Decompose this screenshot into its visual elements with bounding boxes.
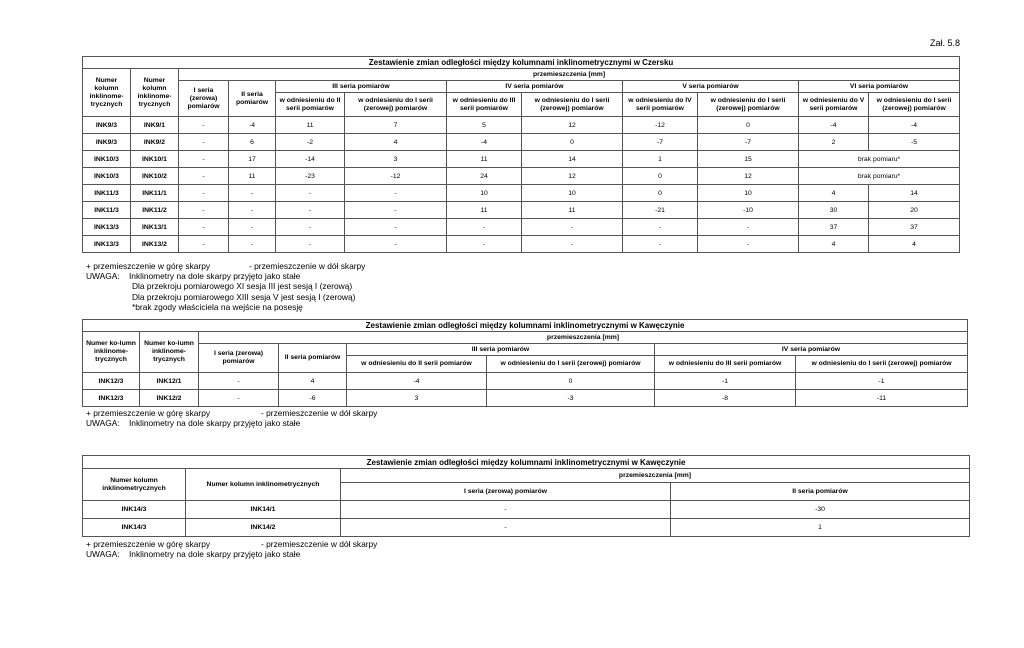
- value-cell: -6: [279, 390, 347, 407]
- subheader: w odniesieniu do I serii (zerowej) pomiarów: [698, 93, 799, 117]
- value-cell: 4: [345, 134, 447, 151]
- value-cell: brak pomiaru*: [799, 168, 960, 185]
- value-cell: -2: [276, 134, 345, 151]
- note-minus: - przemieszczenie w dół skarpy: [249, 261, 366, 271]
- value-cell: 11: [229, 168, 276, 185]
- column-id-cell: INK12/3: [83, 373, 140, 390]
- value-cell: -: [341, 519, 671, 537]
- value-cell: -: [623, 236, 698, 253]
- column-header-numer: Numer ko-lumn inklinome-trycznych: [83, 332, 140, 373]
- value-cell: -: [276, 219, 345, 236]
- column-id-cell: INK10/3: [83, 168, 131, 185]
- value-cell: 4: [869, 236, 960, 253]
- subheader: w odniesieniu do I serii (zerowej) pomiarów: [345, 93, 447, 117]
- column-header-numer: Numer ko-lumn inklinome-trycznych: [140, 332, 199, 373]
- subheader: w odniesieniu do I serii (zerowej) pomiarów: [487, 356, 655, 373]
- uwaga-text: Inklinometry na dole skarpy przyjęto jako stałe: [128, 271, 301, 282]
- value-cell: -4: [869, 117, 960, 134]
- column-id-cell: INK10/1: [131, 151, 179, 168]
- uwaga-label: UWAGA:: [86, 549, 120, 560]
- value-cell: 15: [698, 151, 799, 168]
- value-cell: -: [179, 219, 229, 236]
- value-cell: -7: [623, 134, 698, 151]
- value-cell: 6: [229, 134, 276, 151]
- value-cell: -: [276, 185, 345, 202]
- value-cell: -4: [347, 373, 487, 390]
- value-cell: 30: [799, 202, 869, 219]
- value-cell: -: [345, 202, 447, 219]
- table-row: [83, 236, 960, 253]
- value-cell: -14: [276, 151, 345, 168]
- notes-kaweczyn-2: [86, 539, 377, 559]
- value-cell: -23: [276, 168, 345, 185]
- value-cell: brak pomiaru*: [799, 151, 960, 168]
- column-header-numer: Numer kolumn inklinome-trycznych: [83, 69, 131, 117]
- value-cell: 4: [799, 236, 869, 253]
- value-cell: 0: [623, 168, 698, 185]
- seria-1-header: I seria (zerowa) pomiarów: [341, 483, 671, 501]
- subheader: w odniesieniu do V serii pomiarów: [799, 93, 869, 117]
- column-id-cell: INK14/1: [186, 501, 341, 519]
- column-id-cell: INK10/2: [131, 168, 179, 185]
- uwaga-text: Inklinometry na dole skarpy przyjęto jako stałe: [128, 549, 301, 560]
- note-plus: + przemieszczenie w górę skarpy: [86, 539, 211, 549]
- value-cell: 17: [229, 151, 276, 168]
- seria-4-header: IV seria pomiarów: [655, 344, 968, 356]
- value-cell: -1: [796, 373, 968, 390]
- note-plus: + przemieszczenie w górę skarpy: [86, 408, 211, 418]
- seria-6-header: VI seria pomiarów: [799, 81, 960, 93]
- value-cell: -10: [698, 202, 799, 219]
- column-id-cell: INK12/3: [83, 390, 140, 407]
- value-cell: -12: [345, 168, 447, 185]
- value-cell: -: [623, 219, 698, 236]
- value-cell: -21: [623, 202, 698, 219]
- value-cell: 1: [671, 519, 970, 537]
- value-cell: -30: [671, 501, 970, 519]
- value-cell: -4: [447, 134, 522, 151]
- column-header-numer: Numer kolumn inklinometrycznych: [83, 469, 186, 501]
- value-cell: -: [698, 219, 799, 236]
- value-cell: -: [522, 236, 623, 253]
- value-cell: 37: [869, 219, 960, 236]
- value-cell: 0: [522, 134, 623, 151]
- uwaga-text: *brak zgody właściciela na wejście na posesję: [132, 301, 303, 312]
- value-cell: -: [345, 236, 447, 253]
- column-id-cell: INK9/2: [131, 134, 179, 151]
- value-cell: -: [229, 219, 276, 236]
- column-id-cell: INK14/2: [186, 519, 341, 537]
- value-cell: 7: [345, 117, 447, 134]
- value-cell: 3: [347, 390, 487, 407]
- value-cell: -: [179, 236, 229, 253]
- table-title: Zestawienie zmian odległości między kolumnami inklinometrycznymi w Czersku: [83, 57, 960, 69]
- column-id-cell: INK13/1: [131, 219, 179, 236]
- table-row: [83, 373, 968, 390]
- value-cell: -: [179, 185, 229, 202]
- value-cell: -: [199, 390, 279, 407]
- value-cell: -: [229, 236, 276, 253]
- table-title: Zestawienie zmian odległości między kolumnami inklinometrycznymi w Kawęczynie: [83, 456, 970, 469]
- uwaga-label: UWAGA:: [86, 418, 120, 429]
- table-row: [83, 168, 960, 185]
- table-row: [83, 117, 960, 134]
- value-cell: -: [179, 117, 229, 134]
- note-minus: - przemieszczenie w dół skarpy: [261, 408, 378, 418]
- value-cell: 12: [698, 168, 799, 185]
- column-id-cell: INK14/3: [83, 519, 186, 537]
- table-czersk: [82, 56, 960, 253]
- uwaga-text: Dla przekroju pomiarowego XIII sesja V jest sesją I (zerową): [132, 291, 356, 302]
- column-id-cell: INK9/3: [83, 134, 131, 151]
- column-id-cell: INK13/3: [83, 219, 131, 236]
- value-cell: -: [698, 236, 799, 253]
- value-cell: -11: [796, 390, 968, 407]
- value-cell: -: [199, 373, 279, 390]
- subheader: w odniesieniu do IV serii pomiarów: [623, 93, 698, 117]
- value-cell: 11: [447, 202, 522, 219]
- value-cell: -7: [698, 134, 799, 151]
- table-kaweczyn-1: [82, 319, 968, 407]
- przemieszczenia-header: przemieszczenia [mm]: [179, 69, 960, 81]
- table-row: [83, 390, 968, 407]
- subheader: w odniesieniu do II serii pomiarów: [276, 93, 345, 117]
- przemieszczenia-header: przemieszczenia [mm]: [199, 332, 968, 344]
- uwaga-text: Dla przekroju pomiarowego XI sesja III jest sesją I (zerową): [132, 281, 353, 292]
- column-id-cell: INK11/1: [131, 185, 179, 202]
- value-cell: 5: [447, 117, 522, 134]
- value-cell: -: [276, 202, 345, 219]
- value-cell: 4: [279, 373, 347, 390]
- table-row: [83, 202, 960, 219]
- value-cell: 12: [522, 168, 623, 185]
- note-plus: + przemieszczenie w górę skarpy: [86, 261, 211, 271]
- value-cell: -5: [869, 134, 960, 151]
- value-cell: -: [447, 236, 522, 253]
- subheader: w odniesieniu do I serii (zerowej) pomiarów: [869, 93, 960, 117]
- value-cell: -: [179, 202, 229, 219]
- seria-2-header: II seria pomiarów: [279, 344, 347, 373]
- value-cell: 10: [447, 185, 522, 202]
- subheader: w odniesieniu do III serii pomiarów: [447, 93, 522, 117]
- table-row: [83, 134, 960, 151]
- column-id-cell: INK11/3: [83, 202, 131, 219]
- seria-3-header: III seria pomiarów: [347, 344, 655, 356]
- seria-2-header: II seria pomiarów: [229, 81, 276, 117]
- table-row: [83, 501, 970, 519]
- uwaga-text: Inklinometry na dole skarpy przyjęto jako stałe: [128, 418, 301, 429]
- value-cell: -1: [655, 373, 796, 390]
- table-title: Zestawienie zmian odległości między kolumnami inklinometrycznymi w Kawęczynie: [83, 320, 968, 332]
- value-cell: 37: [799, 219, 869, 236]
- subheader: w odniesieniu do I serii (zerowej) pomiarów: [796, 356, 968, 373]
- value-cell: 11: [276, 117, 345, 134]
- column-id-cell: INK13/2: [131, 236, 179, 253]
- column-id-cell: INK12/2: [140, 390, 199, 407]
- table-row: [83, 185, 960, 202]
- column-id-cell: INK12/1: [140, 373, 199, 390]
- column-id-cell: INK9/3: [83, 117, 131, 134]
- value-cell: 4: [799, 185, 869, 202]
- value-cell: -: [522, 219, 623, 236]
- value-cell: -12: [623, 117, 698, 134]
- value-cell: 0: [623, 185, 698, 202]
- column-id-cell: INK10/3: [83, 151, 131, 168]
- note-minus: - przemieszczenie w dół skarpy: [261, 539, 378, 549]
- value-cell: 10: [698, 185, 799, 202]
- notes-kaweczyn-1: [86, 408, 377, 428]
- value-cell: 12: [522, 117, 623, 134]
- subheader: w odniesieniu do II serii pomiarów: [347, 356, 487, 373]
- value-cell: -: [179, 151, 229, 168]
- seria-1-header: I seria (zerowa) pomiarów: [179, 81, 229, 117]
- page-reference: Zał. 5.8: [930, 38, 961, 48]
- notes-czersk: [86, 261, 365, 312]
- value-cell: 24: [447, 168, 522, 185]
- value-cell: 2: [799, 134, 869, 151]
- value-cell: 14: [869, 185, 960, 202]
- table-row: [83, 219, 960, 236]
- value-cell: -: [341, 501, 671, 519]
- value-cell: -3: [487, 390, 655, 407]
- przemieszczenia-header: przemieszczenia [mm]: [341, 469, 970, 483]
- column-header-numer: Numer kolumn inklinome-trycznych: [131, 69, 179, 117]
- value-cell: 0: [487, 373, 655, 390]
- value-cell: -4: [229, 117, 276, 134]
- value-cell: 11: [447, 151, 522, 168]
- value-cell: -: [276, 236, 345, 253]
- value-cell: -4: [799, 117, 869, 134]
- column-id-cell: INK13/3: [83, 236, 131, 253]
- table-kaweczyn-2: [82, 455, 970, 537]
- value-cell: 14: [522, 151, 623, 168]
- subheader: w odniesieniu do III serii pomiarów: [655, 356, 796, 373]
- value-cell: -: [345, 185, 447, 202]
- column-id-cell: INK9/1: [131, 117, 179, 134]
- table-row: [83, 519, 970, 537]
- column-header-numer: Numer kolumn inklinometrycznych: [186, 469, 341, 501]
- value-cell: -8: [655, 390, 796, 407]
- value-cell: 3: [345, 151, 447, 168]
- value-cell: 20: [869, 202, 960, 219]
- column-id-cell: INK14/3: [83, 501, 186, 519]
- value-cell: 11: [522, 202, 623, 219]
- value-cell: -: [179, 168, 229, 185]
- value-cell: -: [179, 134, 229, 151]
- seria-3-header: III seria pomiarów: [276, 81, 447, 93]
- seria-2-header: II seria pomiarów: [671, 483, 970, 501]
- value-cell: -: [345, 219, 447, 236]
- value-cell: -: [229, 185, 276, 202]
- subheader: w odniesieniu do I serii (zerowej) pomiarów: [522, 93, 623, 117]
- value-cell: 1: [623, 151, 698, 168]
- value-cell: 0: [698, 117, 799, 134]
- uwaga-label: UWAGA:: [86, 271, 120, 282]
- table-row: [83, 151, 960, 168]
- value-cell: -: [229, 202, 276, 219]
- value-cell: -: [447, 219, 522, 236]
- value-cell: 10: [522, 185, 623, 202]
- column-id-cell: INK11/3: [83, 185, 131, 202]
- seria-4-header: IV seria pomiarów: [447, 81, 623, 93]
- seria-1-header: I seria (zerowa) pomiarów: [199, 344, 279, 373]
- seria-5-header: V seria pomiarów: [623, 81, 799, 93]
- column-id-cell: INK11/2: [131, 202, 179, 219]
